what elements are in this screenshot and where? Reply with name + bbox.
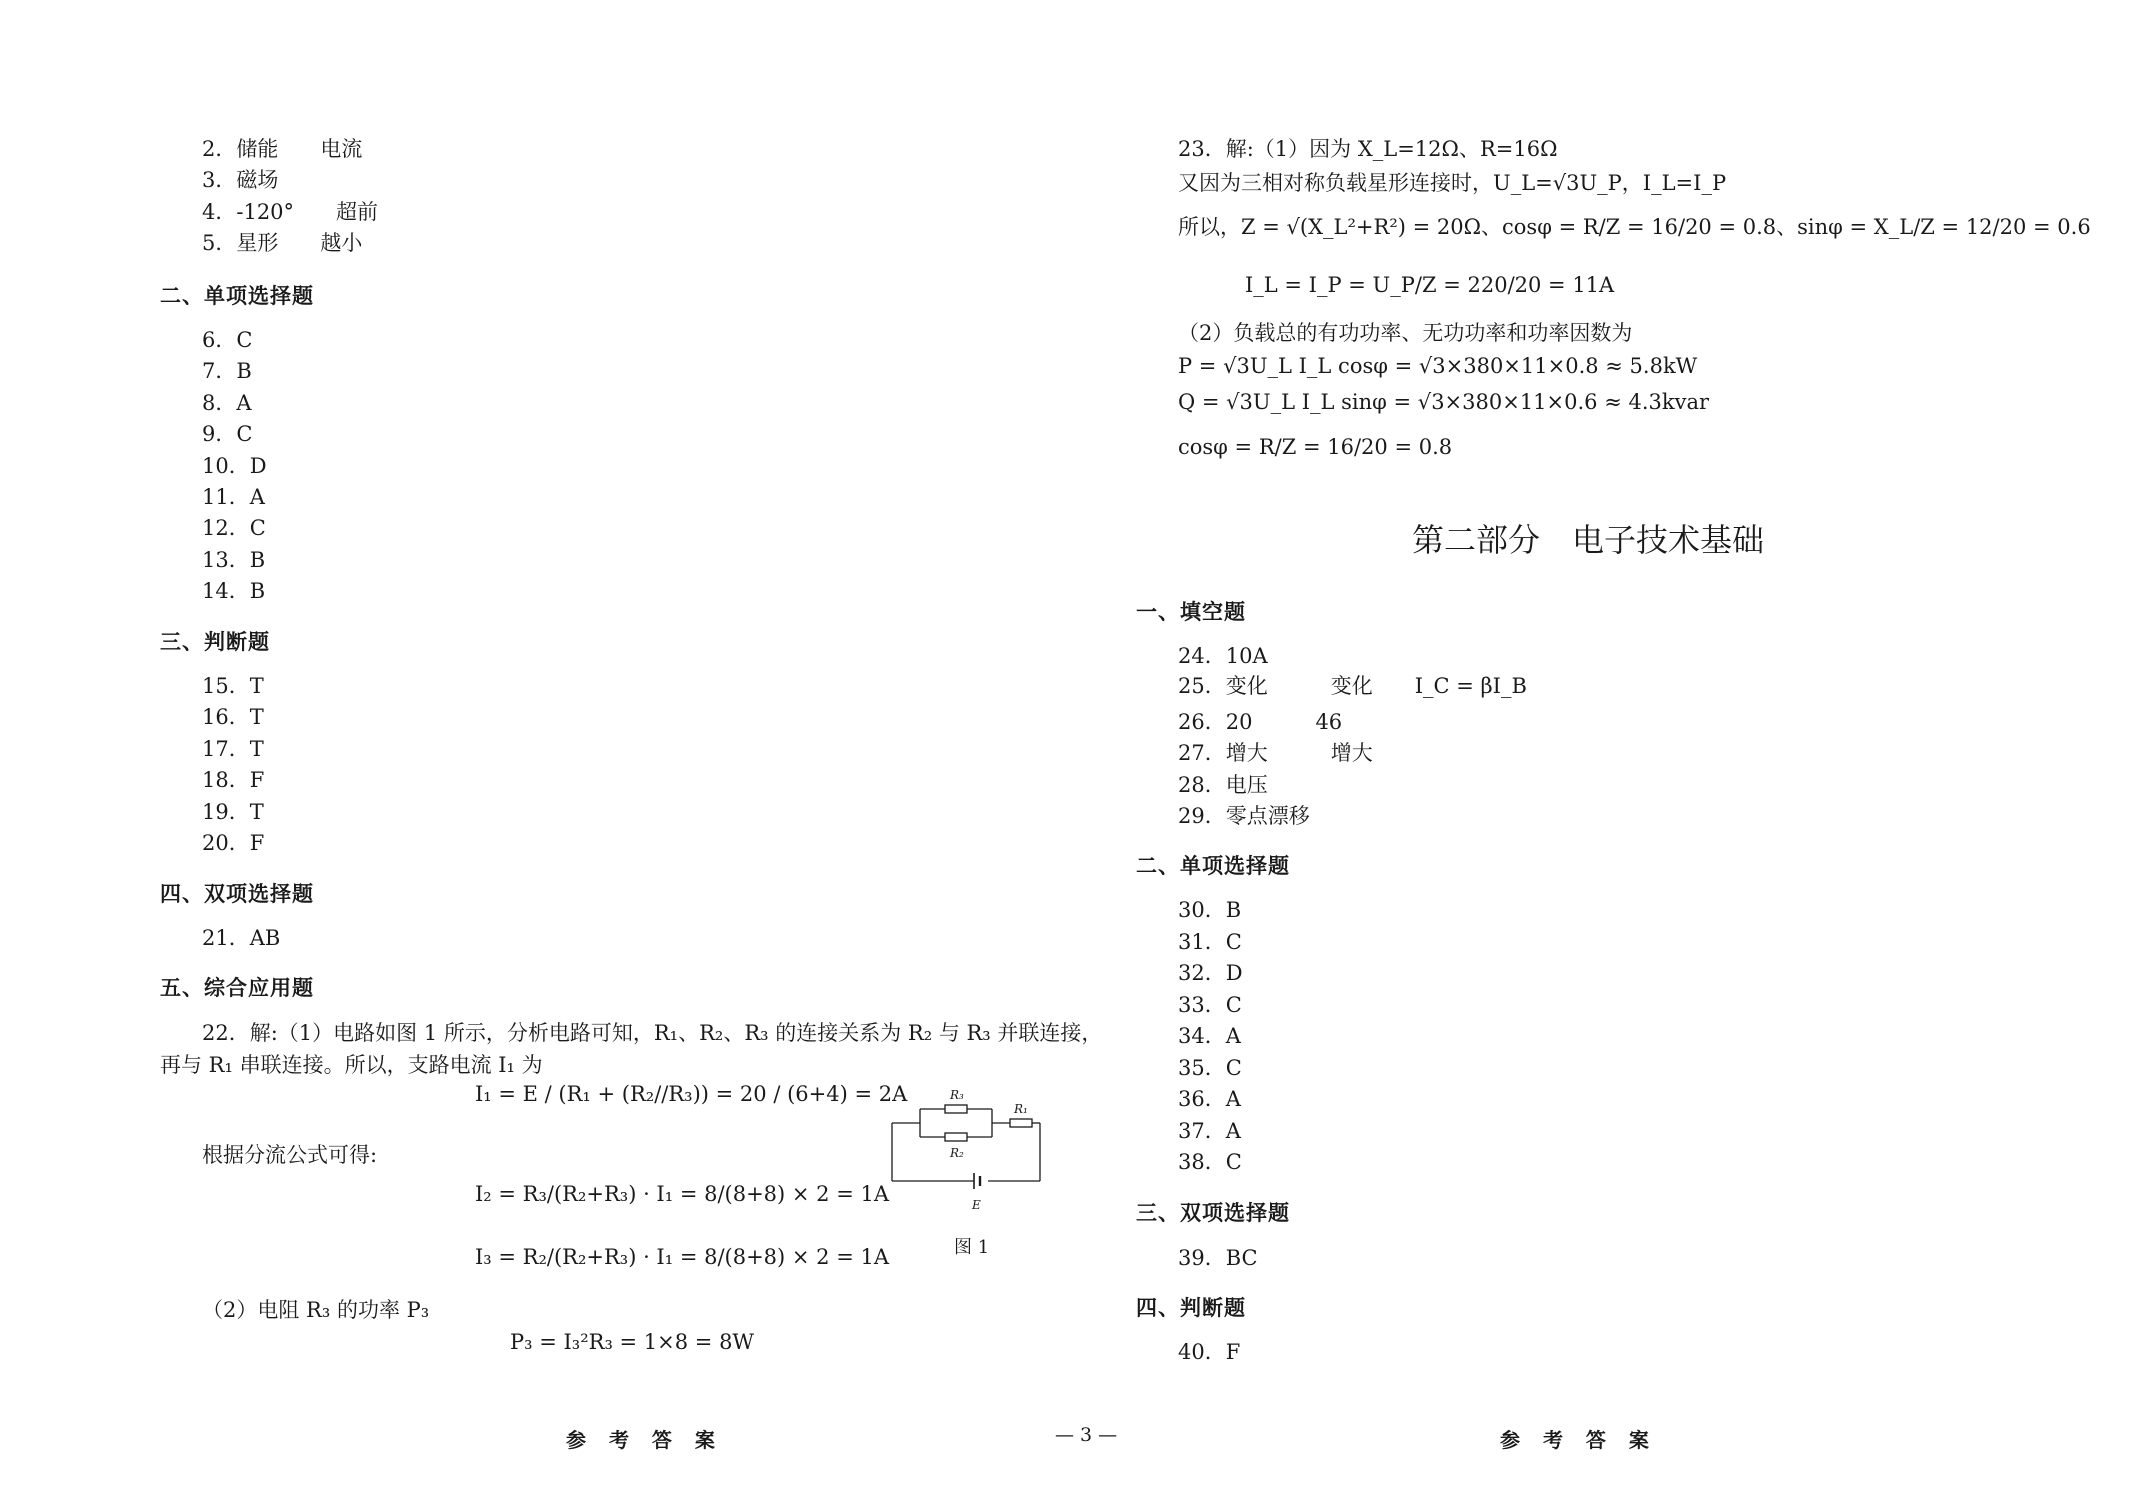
formula-i1: I₁ = E / (R₁ + (R₂//R₃)) = 20 / (6+4) = 2A — [475, 1082, 908, 1106]
figure-caption: 图 1 — [954, 1237, 990, 1258]
fill-item: 3．磁场 — [202, 168, 279, 192]
section-heading: 五、综合应用题 — [160, 976, 314, 1000]
q23-text: 23．解:（1）因为 X_L=12Ω、R=16Ω — [1178, 137, 1558, 161]
answer-item: 16．T — [202, 705, 264, 729]
label-e: E — [972, 1198, 981, 1212]
answer-item: 32．D — [1178, 961, 1243, 985]
label-r3: R₃ — [950, 1088, 964, 1102]
q22-text: 22．解:（1）电路如图 1 所示，分析电路可知，R₁、R₂、R₃ 的连接关系为 R₂ 与 R₃ 并联连接， — [202, 1021, 1103, 1045]
answer-item: 21．AB — [202, 926, 281, 950]
part-title: 第二部分 电子技术基础 — [1412, 521, 1765, 559]
fill-item: 26．20 46 — [1178, 710, 1343, 734]
answer-item: 12．C — [202, 516, 266, 540]
answer-item: 11．A — [202, 485, 265, 509]
q22-text: 根据分流公式可得: — [202, 1143, 378, 1167]
answer-item: 8．A — [202, 391, 252, 415]
fill-item: 4．-120° 超前 — [202, 200, 379, 224]
formula-p3: P₃ = I₃²R₃ = 1×8 = 8W — [510, 1330, 755, 1354]
section-heading: 二、单项选择题 — [1136, 854, 1290, 878]
label-r1: R₁ — [1014, 1102, 1028, 1116]
q23-text: （2）负载总的有功功率、无功功率和功率因数为 — [1178, 321, 1633, 345]
fill-item: 25．变化 变化 I_C = βI_B — [1178, 674, 1527, 698]
formula-i2: I₂ = R₃/(R₂+R₃) · I₁ = 8/(8+8) × 2 = 1A — [475, 1182, 890, 1206]
formula-i3: I₃ = R₂/(R₂+R₃) · I₁ = 8/(8+8) × 2 = 1A — [475, 1245, 890, 1269]
answer-item: 39．BC — [1178, 1246, 1258, 1270]
answer-item: 6．C — [202, 328, 253, 352]
fill-item: 2．储能 电流 — [202, 137, 363, 161]
answer-item: 19．T — [202, 800, 264, 824]
footer-left: 参 考 答 案 — [566, 1428, 723, 1452]
q22-text: （2）电阻 R₃ 的功率 P₃ — [202, 1298, 430, 1322]
answer-item: 18．F — [202, 768, 265, 792]
section-heading: 四、判断题 — [1136, 1296, 1246, 1320]
circuit-figure — [880, 1085, 1080, 1220]
label-r2: R₂ — [950, 1146, 964, 1160]
section-heading: 四、双项选择题 — [160, 882, 314, 906]
fill-item: 28．电压 — [1178, 773, 1268, 797]
answer-item: 37．A — [1178, 1119, 1241, 1143]
page-number: — 3 — — [1055, 1424, 1118, 1446]
answer-item: 30．B — [1178, 898, 1242, 922]
fill-item: 24．10A — [1178, 644, 1268, 668]
answer-item: 9．C — [202, 422, 253, 446]
section-heading: 三、双项选择题 — [1136, 1201, 1290, 1225]
answer-item: 38．C — [1178, 1150, 1242, 1174]
q23-formula: 所以，Z = √(X_L²+R²) = 20Ω、cosφ = R/Z = 16/20 = 0.8、sinφ = X_L/Z = 12/20 = 0.6 — [1178, 215, 2091, 239]
q23-formula: P = √3U_L I_L cosφ = √3×380×11×0.8 ≈ 5.8kW — [1178, 354, 1698, 378]
answer-item: 35．C — [1178, 1056, 1242, 1080]
fill-item: 27．增大 增大 — [1178, 741, 1373, 765]
answer-item: 31．C — [1178, 930, 1242, 954]
q22-text: 再与 R₁ 串联连接。所以，支路电流 I₁ 为 — [160, 1053, 543, 1077]
q23-text: 又因为三相对称负载星形连接时，U_L=√3U_P，I_L=I_P — [1178, 171, 1727, 195]
answer-item: 36．A — [1178, 1087, 1241, 1111]
fill-item: 5．星形 越小 — [202, 231, 363, 255]
answer-item: 10．D — [202, 454, 267, 478]
answer-item: 17．T — [202, 737, 264, 761]
answer-item: 15．T — [202, 674, 264, 698]
footer-right: 参 考 答 案 — [1500, 1428, 1657, 1452]
answer-item: 40．F — [1178, 1340, 1241, 1364]
q23-formula: cosφ = R/Z = 16/20 = 0.8 — [1178, 435, 1453, 459]
answer-item: 7．B — [202, 359, 252, 383]
q23-formula: Q = √3U_L I_L sinφ = √3×380×11×0.6 ≈ 4.3kvar — [1178, 390, 1710, 414]
section-heading: 一、填空题 — [1136, 600, 1246, 624]
answer-item: 13．B — [202, 548, 266, 572]
fill-item: 29．零点漂移 — [1178, 804, 1310, 828]
answer-item: 20．F — [202, 831, 265, 855]
answer-item: 33．C — [1178, 993, 1242, 1017]
section-heading: 二、单项选择题 — [160, 284, 314, 308]
q23-formula: I_L = I_P = U_P/Z = 220/20 = 11A — [1245, 273, 1615, 297]
answer-item: 14．B — [202, 579, 266, 603]
answer-item: 34．A — [1178, 1024, 1241, 1048]
section-heading: 三、判断题 — [160, 630, 270, 654]
